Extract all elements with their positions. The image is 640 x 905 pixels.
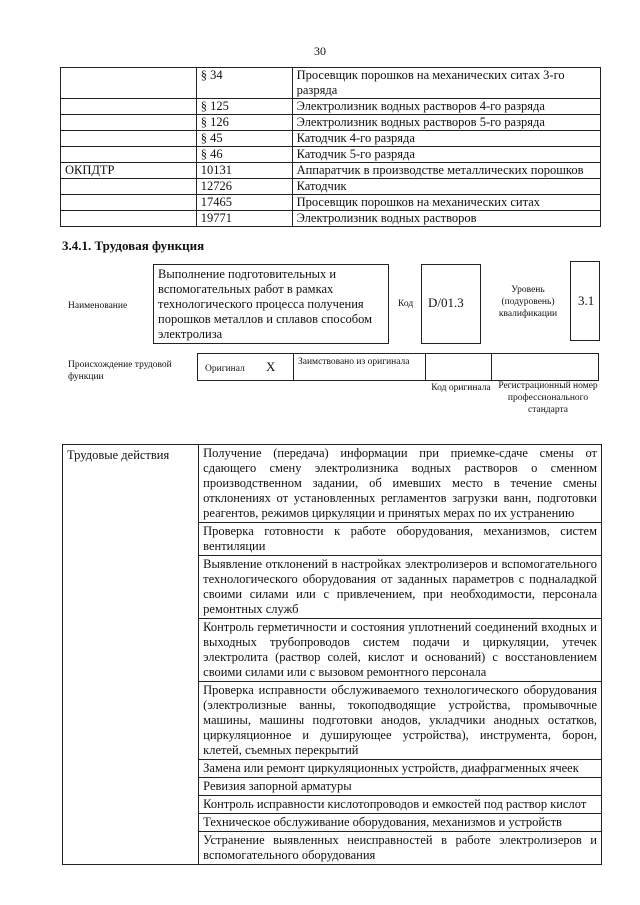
borrowed-label: Заимствовано из оригинала bbox=[298, 357, 410, 367]
function-name: Выполнение подготовительных и вспомогательных работ в рамках технологического процесса получения порошков металлов и сплавов способом электролиза bbox=[153, 264, 389, 344]
table-row bbox=[61, 131, 601, 147]
codes-code-cell: 12726 bbox=[196, 179, 292, 195]
code-original-cell bbox=[425, 353, 492, 381]
reg-number-label: Регистрационный номер профессионального стандарта bbox=[498, 381, 598, 415]
codes-code-cell: § 45 bbox=[196, 131, 292, 147]
codes-group-cell bbox=[61, 147, 197, 163]
labor-action: Проверка готовности к работе оборудования, механизмов, систем вентиляции bbox=[199, 523, 602, 556]
codes-code-cell: § 34 bbox=[196, 68, 292, 99]
codes-group-cell bbox=[61, 179, 197, 195]
code-label: Код bbox=[398, 299, 414, 309]
table-row bbox=[61, 211, 601, 227]
original-mark: X bbox=[266, 359, 276, 374]
codes-group-cell bbox=[61, 131, 197, 147]
borrowed-cell bbox=[293, 353, 426, 381]
table-row bbox=[61, 99, 601, 115]
labor-action: Контроль герметичности и состояния уплотнений соединений входных и выходных трубопроводов систем подачи и циркуляции, утечек электролита (раствор солей, кислот и оснований) с восстановлением своими силами или с вызовом ремонтного персонала bbox=[199, 619, 602, 682]
codes-code-cell: § 46 bbox=[196, 147, 292, 163]
reg-number-cell bbox=[491, 353, 599, 381]
codes-name-cell: Электролизник водных растворов 5-го разряда bbox=[292, 115, 600, 131]
labor-action: Проверка исправности обслуживаемого технологического оборудования (электролизные ванны, токоподводящие устройства, промывочные машины, машины подготовки анодов, укладчики анодных остатков, циркуляционное и душирующее устройства), инструмента, борон, клетей, съемных перекрытий bbox=[199, 682, 602, 760]
labor-action: Устранение выявленных неисправностей в работе электролизеров и вспомогательного оборудования bbox=[199, 832, 602, 865]
codes-group-cell bbox=[61, 68, 197, 99]
codes-group-cell bbox=[61, 115, 197, 131]
level-label: Уровень (подуровень) квалификации bbox=[498, 285, 558, 319]
codes-code-cell: 10131 bbox=[196, 163, 292, 179]
codes-name-cell: Катодчик 4-го разряда bbox=[292, 131, 600, 147]
codes-name-cell: Катодчик 5-го разряда bbox=[292, 147, 600, 163]
labor-actions-label: Трудовые действия bbox=[63, 445, 199, 865]
codes-name-cell: Электролизник водных растворов bbox=[292, 211, 600, 227]
origin-label: Происхождение трудовой функции bbox=[68, 360, 172, 382]
codes-code-cell: 19771 bbox=[196, 211, 292, 227]
name-label: Наименование bbox=[68, 301, 128, 311]
table-row bbox=[61, 68, 601, 99]
codes-name-cell: Аппаратчик в производстве металлических порошков bbox=[292, 163, 600, 179]
labor-action: Техническое обслуживание оборудования, механизмов и устройств bbox=[199, 814, 602, 832]
table-row bbox=[61, 115, 601, 131]
original-label: Оригинал bbox=[205, 364, 245, 374]
codes-name-cell: Просевщик порошков на механических ситах 3-го разряда bbox=[292, 68, 600, 99]
codes-code-cell: § 125 bbox=[196, 99, 292, 115]
labor-action: Выявление отклонений в настройках электролизеров и вспомогательного технологического оборудования от заданных параметров с подналадкой своими силами или с привлечением, при необходимости, персонала ремонтных служб bbox=[199, 556, 602, 619]
codes-code-cell: 17465 bbox=[196, 195, 292, 211]
codes-code-cell: § 126 bbox=[196, 115, 292, 131]
original-cell bbox=[197, 353, 294, 381]
codes-group-cell bbox=[61, 99, 197, 115]
codes-name-cell: Электролизник водных растворов 4-го разряда bbox=[292, 99, 600, 115]
codes-group-cell: ОКПДТР bbox=[61, 163, 197, 179]
table-row bbox=[61, 195, 601, 211]
table-row bbox=[61, 163, 601, 179]
table-row bbox=[61, 147, 601, 163]
page-number: 30 bbox=[314, 44, 326, 58]
labor-action: Контроль исправности кислотопроводов и емкостей под раствор кислот bbox=[199, 796, 602, 814]
codes-group-cell bbox=[61, 211, 197, 227]
function-code: D/01.3 bbox=[421, 264, 481, 344]
codes-name-cell: Катодчик bbox=[292, 179, 600, 195]
labor-action: Ревизия запорной арматуры bbox=[199, 778, 602, 796]
codes-group-cell bbox=[61, 195, 197, 211]
labor-action: Замена или ремонт циркуляционных устройств, диафрагменных ячеек bbox=[199, 760, 602, 778]
section-title: 3.4.1. Трудовая функция bbox=[62, 238, 205, 253]
table-row bbox=[63, 445, 602, 523]
codes-name-cell: Просевщик порошков на механических ситах bbox=[292, 195, 600, 211]
code-original-label: Код оригинала bbox=[431, 383, 491, 393]
labor-action: Получение (передача) информации при приемке-сдаче смены от сдающего смену электролизника водных растворов о сменном производственном задании, об имевших место в течение смены отклонениях от установленных регламентов загрузки ванн, подготовки реагентов, режимов циркуляции и принятых мерах по их устранению bbox=[199, 445, 602, 523]
table-row bbox=[61, 179, 601, 195]
qualification-level: 3.1 bbox=[570, 261, 600, 341]
labor-actions-table bbox=[62, 444, 602, 865]
codes-table bbox=[60, 67, 601, 227]
